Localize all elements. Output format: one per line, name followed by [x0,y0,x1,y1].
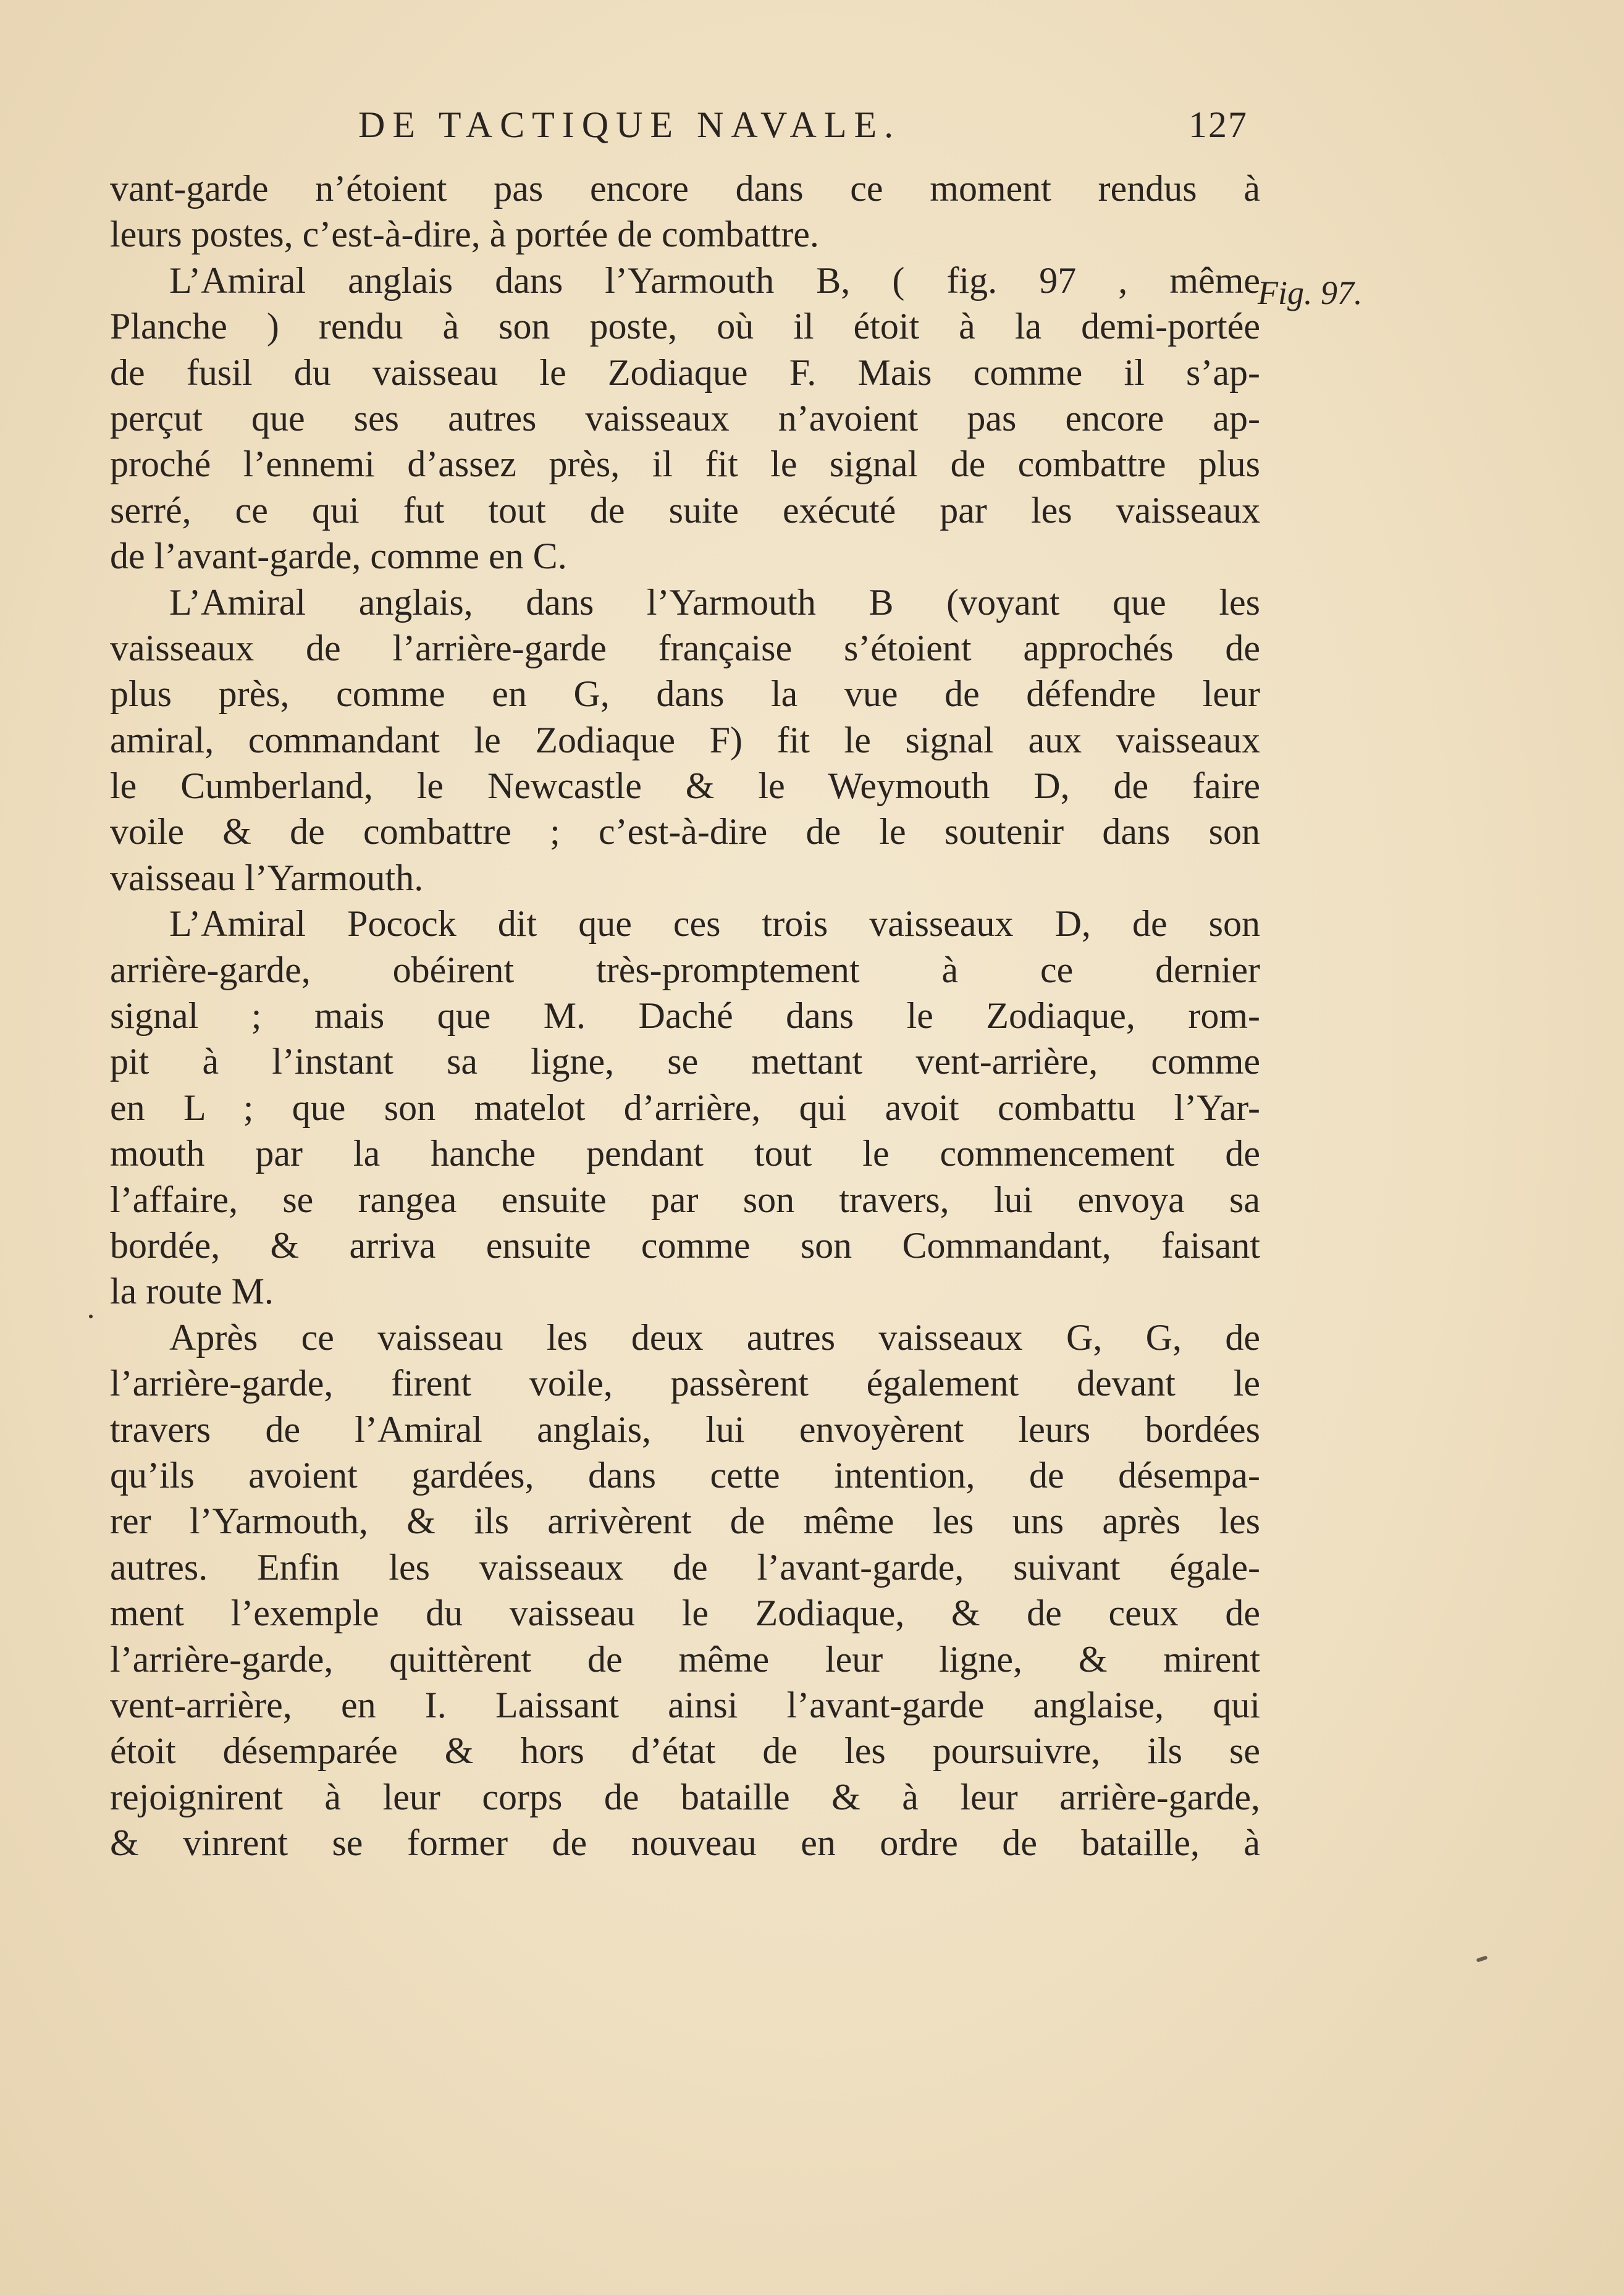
page-number: 127 [1189,104,1248,145]
text-line: L’Amiral anglais dans l’Yarmouth B, ( fig. 97 , même [169,259,1260,301]
figure-margin-note: Fig. 97. [1258,274,1363,311]
text-line: amiral, commandant le Zodiaque F) fit le signal aux vaisseaux [110,719,1260,760]
text-line: travers de l’Amiral anglais, lui envoyèrent leurs bordées [110,1409,1260,1450]
text-line: l’arrière-garde, firent voile, passèrent également devant le [110,1363,1260,1404]
text-line: pit à l’instant sa ligne, se mettant vent-arrière, comme [110,1041,1260,1082]
text-line: de fusil du vaisseau le Zodiaque F. Mais comme il s’ap- [110,352,1260,393]
text-line: vaisseaux de l’arrière-garde française s’étoient approchés de [110,627,1260,668]
text-line: de l’avant-garde, comme en C. [110,536,567,577]
text-line: l’affaire, se rangea ensuite par son travers, lui envoya sa [110,1179,1260,1220]
text-line: étoit désemparée & hors d’état de les poursuivre, ils se [110,1730,1260,1772]
text-line: bordée, & arriva ensuite comme son Commandant, faisant [110,1224,1260,1266]
text-line: ment l’exemple du vaisseau le Zodiaque, & de ceux de [110,1593,1260,1634]
text-line: la route M. [110,1271,274,1312]
running-head [358,104,1248,159]
text-line: l’arrière-garde, quittèrent de même leur ligne, & mirent [110,1638,1260,1680]
text-line: Après ce vaisseau les deux autres vaisseaux G, G, de [169,1316,1260,1358]
text-line: perçut que ses autres vaisseaux n’avoient pas encore ap- [110,397,1260,439]
ink-speck [1476,1955,1488,1962]
text-line: L’Amiral anglais, dans l’Yarmouth B (voyant que les [169,581,1260,623]
ink-speck [89,1315,93,1318]
text-line: en L ; que son matelot d’arrière, qui avoit combattu l’Yar- [110,1087,1260,1128]
text-line: mouth par la hanche pendant tout le commencement de [110,1133,1260,1174]
text-line: rejoignirent à leur corps de bataille & à leur arrière-garde, [110,1776,1260,1817]
text-line: rer l’Yarmouth, & ils arrivèrent de même les uns après les [110,1501,1260,1542]
text-line: voile & de combattre ; c’est-à-dire de le soutenir dans son [110,811,1260,853]
text-line: vant-garde n’étoient pas encore dans ce moment rendus à [110,168,1260,209]
text-line: signal ; mais que M. Daché dans le Zodiaque, rom- [110,995,1260,1037]
text-line: le Cumberland, le Newcastle & le Weymouth D, de faire [110,765,1260,807]
text-line: L’Amiral Pocock dit que ces trois vaisseaux D, de son [169,903,1260,945]
text-line: leurs postes, c’est-à-dire, à portée de combattre. [110,214,819,255]
text-line: vaisseau l’Yarmouth. [110,857,424,898]
text-line: qu’ils avoient gardées, dans cette intention, de désempa- [110,1454,1260,1496]
text-line: & vinrent se former de nouveau en ordre de bataille, à [110,1822,1260,1864]
text-line: vent-arrière, en I. Laissant ainsi l’avant-garde anglaise, qui [110,1684,1260,1725]
text-line: arrière-garde, obéirent très-promptement à ce dernier [110,949,1260,990]
text-line: autres. Enfin les vaisseaux de l’avant-garde, suivant égale- [110,1546,1260,1588]
body-text [110,166,1260,1866]
text-line: serré, ce qui fut tout de suite exécuté par les vaisseaux [110,489,1260,531]
text-line: plus près, comme en G, dans la vue de défendre leur [110,673,1260,715]
text-line: proché l’ennemi d’assez près, il fit le signal de combattre plus [110,444,1260,485]
text-line: Planche ) rendu à son poste, où il étoit à la demi-portée [110,306,1260,347]
running-title: DE TACTIQUE NAVALE. [358,104,901,145]
